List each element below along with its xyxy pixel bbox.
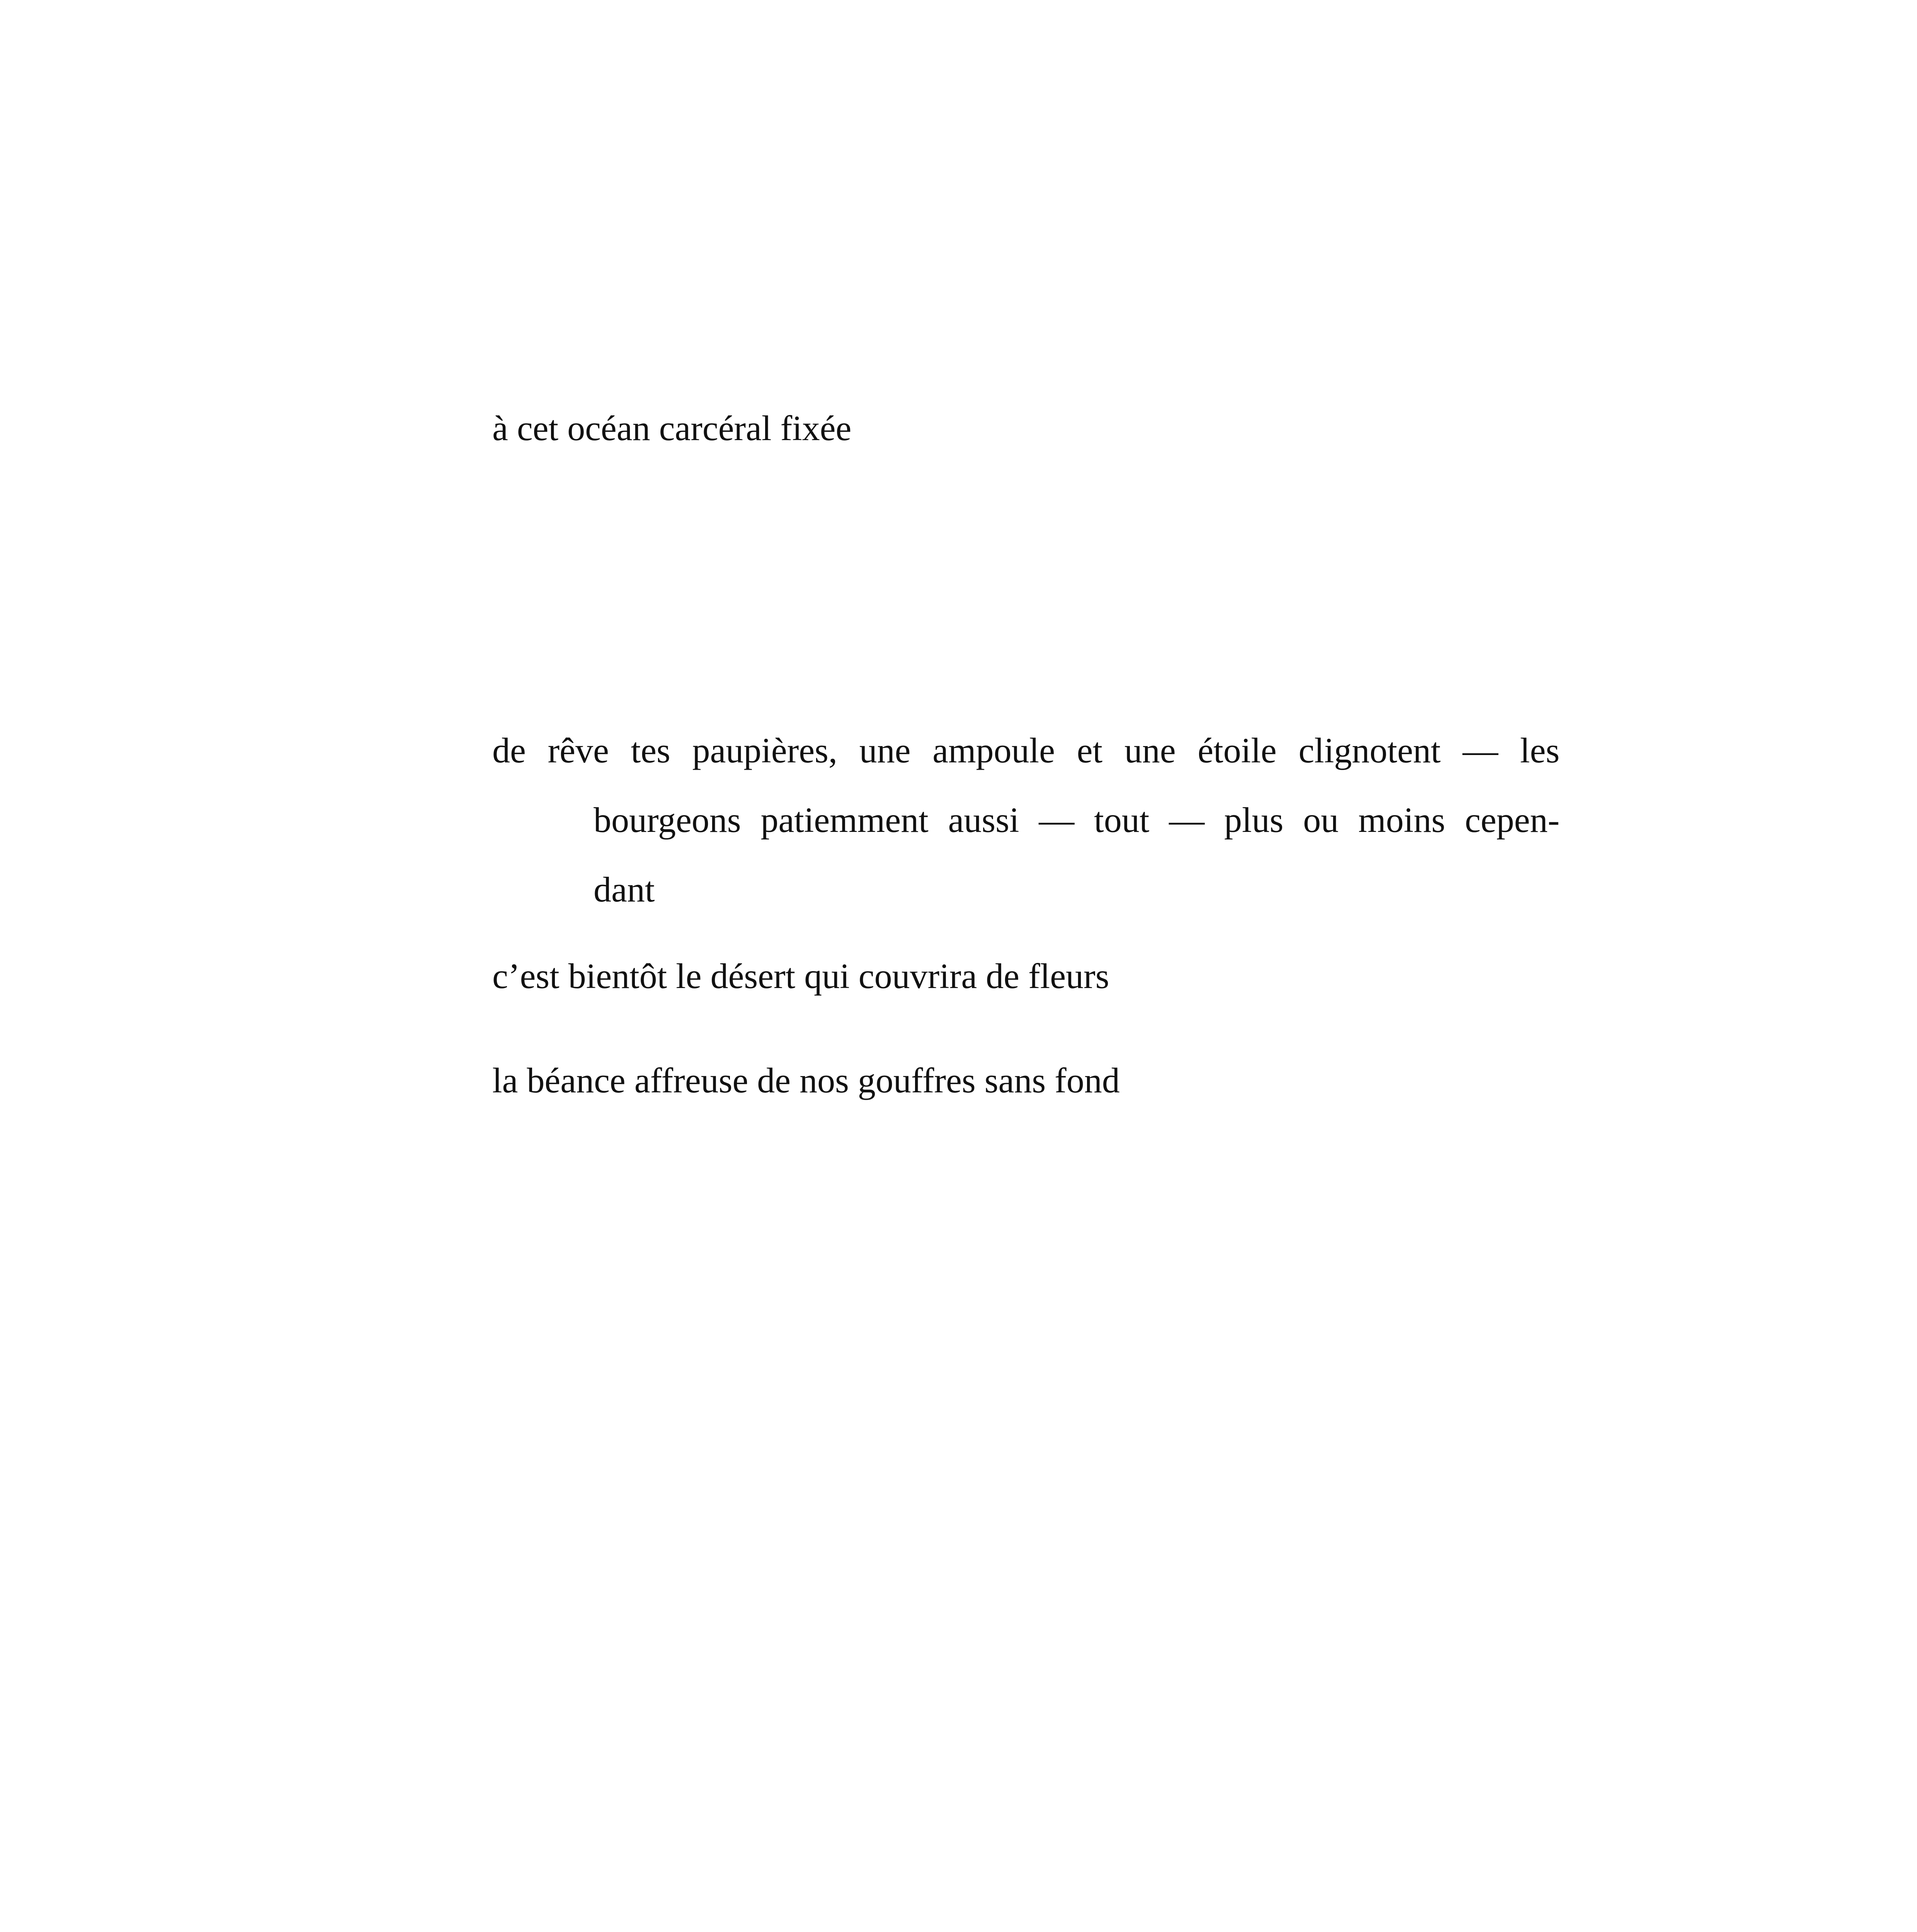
poem-line-paupieres: de rêve tes paupières, une ampoule et une étoile clignotent — les — [492, 731, 1560, 770]
poem-line-bourgeons: bourgeons patiemment aussi — tout — plus ou moins cepen- — [594, 800, 1560, 840]
poem-line-ocean: à cet océan carcéral fixée — [492, 408, 852, 448]
poem-line-beance: la béance affreuse de nos gouffres sans fond — [492, 1061, 1120, 1100]
poem-stanza-paupieres — [492, 716, 1560, 924]
poem-line-dant: dant — [594, 870, 655, 909]
poem-line-desert: c’est bientôt le désert qui couvrira de fleurs — [492, 956, 1109, 996]
